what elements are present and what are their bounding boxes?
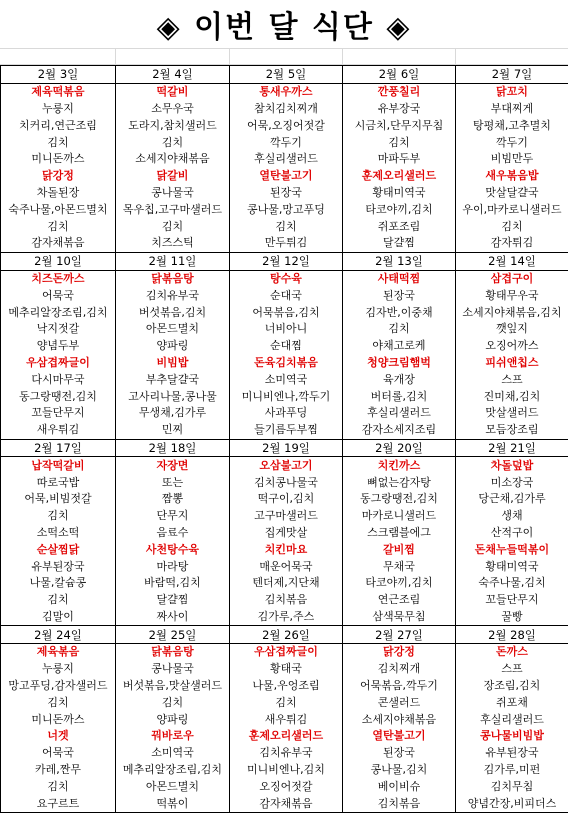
side-dish: 달걀찜: [116, 592, 230, 609]
side-dish: 또는: [116, 474, 230, 491]
side-dish: 삼색묵무침: [343, 609, 456, 626]
side-dish: 다시마무국: [1, 371, 116, 388]
main-dish: 돈육김치볶음: [230, 355, 343, 372]
side-dish-row: [1, 491, 568, 508]
date-cell: 2월 11일: [116, 252, 230, 270]
side-dish: 고사리나물,콩나물: [116, 388, 230, 405]
date-cell: 2월 12일: [230, 252, 343, 270]
side-dish: 맛살달걀국: [456, 185, 568, 202]
side-dish-row: [1, 778, 568, 795]
side-dish: 오징어까스: [456, 338, 568, 355]
main-dish: 훈제오리샐러드: [343, 168, 456, 185]
side-dish: 치커리,연근조림: [1, 117, 116, 134]
side-dish: 음료수: [116, 525, 230, 542]
side-dish: 따로국밥: [1, 474, 116, 491]
side-dish: 황태미역국: [456, 558, 568, 575]
side-dish-row: [1, 405, 568, 422]
side-dish: 메추리알장조림,김치: [116, 762, 230, 779]
side-dish: 어묵볶음,깍두기: [343, 678, 456, 695]
side-dish: 소떡소떡: [1, 525, 116, 542]
date-row: [1, 66, 568, 84]
side-dish: 김치: [116, 134, 230, 151]
side-dish-row: [1, 474, 568, 491]
main-dish-row: [1, 541, 568, 558]
main-dish: 열탄불고기: [230, 168, 343, 185]
side-dish: 목우칩,고구마샐러드: [116, 201, 230, 218]
main-dish: 치즈돈까스: [1, 270, 116, 287]
side-dish: 맛살샐러드: [456, 405, 568, 422]
side-dish: 김치: [343, 134, 456, 151]
side-dish: 김치: [116, 694, 230, 711]
side-dish: 꼬들단무지: [1, 405, 116, 422]
side-dish: 무생채,김가루: [116, 405, 230, 422]
date-cell: 2월 24일: [1, 626, 116, 644]
date-cell: 2월 21일: [456, 439, 568, 457]
side-dish-row: [1, 795, 568, 812]
side-dish: 김치: [116, 218, 230, 235]
main-dish: 삼겹구이: [456, 270, 568, 287]
date-row: [1, 252, 568, 270]
side-dish: 김치: [1, 218, 116, 235]
side-dish: 소무우국: [116, 101, 230, 118]
main-dish-row: [1, 168, 568, 185]
side-dish: 소미역국: [230, 371, 343, 388]
date-cell: 2월 4일: [116, 66, 230, 84]
date-cell: 2월 18일: [116, 439, 230, 457]
side-dish: 고구마샐러드: [230, 508, 343, 525]
side-dish: 김치유부국: [230, 745, 343, 762]
date-cell: 2월 10일: [1, 252, 116, 270]
date-cell: 2월 6일: [343, 66, 456, 84]
side-dish: 어묵국: [1, 287, 116, 304]
main-dish: 닭강정: [343, 644, 456, 661]
side-dish: 버섯볶음,맛살샐러드: [116, 678, 230, 695]
main-dish-row: [1, 355, 568, 372]
side-dish: 양념두부: [1, 338, 116, 355]
side-dish: 깻잎지: [456, 321, 568, 338]
side-dish-row: [1, 134, 568, 151]
side-dish: 연근조림: [343, 592, 456, 609]
side-dish: 아몬드멸치: [116, 778, 230, 795]
side-dish-row: [1, 388, 568, 405]
main-dish: 콩나물비빔밥: [456, 728, 568, 745]
side-dish: 떡구이,김치: [230, 491, 343, 508]
side-dish-row: [1, 592, 568, 609]
date-cell: 2월 20일: [343, 439, 456, 457]
side-dish: 스프: [456, 661, 568, 678]
side-dish: 만두튀김: [230, 235, 343, 252]
side-dish: 스크램블에그: [343, 525, 456, 542]
side-dish: 콩나물국: [116, 661, 230, 678]
side-dish-row: [1, 745, 568, 762]
date-cell: 2월 7일: [456, 66, 568, 84]
side-dish: 어묵,비빔젓갈: [1, 491, 116, 508]
side-dish-row: [1, 338, 568, 355]
side-dish: 동그랑땡전,김치: [1, 388, 116, 405]
side-dish-row: [1, 609, 568, 626]
main-dish: 납작떡갈비: [1, 457, 116, 474]
side-dish: 부대찌게: [456, 101, 568, 118]
date-cell: 2월 13일: [343, 252, 456, 270]
page-title: ◈ 이번 달 식단 ◈: [0, 0, 568, 48]
side-dish: 김가루,미펀: [456, 762, 568, 779]
side-dish: 소미역국: [116, 745, 230, 762]
main-dish-row: [1, 457, 568, 474]
side-dish-row: [1, 558, 568, 575]
side-dish-row: [1, 371, 568, 388]
side-dish: 미니돈까스: [1, 711, 116, 728]
side-dish: 매운어묵국: [230, 558, 343, 575]
side-dish: 미니비엔나,김치: [230, 762, 343, 779]
side-dish: 숙주나물,김치: [456, 575, 568, 592]
side-dish: 김가루,주스: [230, 609, 343, 626]
main-dish: 열탄불고기: [343, 728, 456, 745]
side-dish: 후실리샐러드: [230, 151, 343, 168]
main-dish: 닭볶음탕: [116, 270, 230, 287]
side-dish: 김치: [1, 508, 116, 525]
side-dish-row: [1, 201, 568, 218]
side-dish: 김치콩나물국: [230, 474, 343, 491]
side-dish: 김치볶음: [343, 795, 456, 812]
side-dish-row: [1, 151, 568, 168]
main-dish: 사천탕수육: [116, 541, 230, 558]
side-dish-row: [1, 321, 568, 338]
side-dish: 쥐포채: [456, 694, 568, 711]
side-dish: 콩나물,망고푸딩: [230, 201, 343, 218]
side-dish-row: [1, 525, 568, 542]
side-dish: 김치: [1, 592, 116, 609]
side-dish: 미니돈까스: [1, 151, 116, 168]
side-dish: 유부장국: [343, 101, 456, 118]
side-dish: 나물,우엉조림: [230, 678, 343, 695]
side-dish: 김치: [343, 321, 456, 338]
main-dish: 돈채누들떡볶이: [456, 541, 568, 558]
side-dish: 단무지: [116, 508, 230, 525]
side-dish: 달걀찜: [343, 235, 456, 252]
side-dish: 참치김치찌개: [230, 101, 343, 118]
side-dish: 감자채볶음: [230, 795, 343, 812]
side-dish: 너비아니: [230, 321, 343, 338]
side-dish: 김치: [1, 694, 116, 711]
side-dish-row: [1, 678, 568, 695]
side-dish: 텐더제,지단채: [230, 575, 343, 592]
main-dish: 비빔밥: [116, 355, 230, 372]
side-dish: 모듬장조림: [456, 422, 568, 439]
main-dish: 갈비찜: [343, 541, 456, 558]
side-dish: 김말이: [1, 609, 116, 626]
side-dish: 무채국: [343, 558, 456, 575]
main-dish: 제육떡볶음: [1, 83, 116, 100]
side-dish-row: [1, 304, 568, 321]
side-dish-row: [1, 218, 568, 235]
main-dish: 청양크림햄벅: [343, 355, 456, 372]
side-dish: 마카로니샐러드: [343, 508, 456, 525]
side-dish: 버터롤,김치: [343, 388, 456, 405]
side-dish: 된장국: [343, 745, 456, 762]
side-dish: 치즈스틱: [116, 235, 230, 252]
side-dish: 사과푸딩: [230, 405, 343, 422]
side-dish: 타코야끼,김치: [343, 575, 456, 592]
side-dish: 깍두기: [456, 134, 568, 151]
main-dish: 너겟: [1, 728, 116, 745]
side-dish: 떡볶이: [116, 795, 230, 812]
side-dish: 누룽지: [1, 101, 116, 118]
main-dish: 새우볶음밥: [456, 168, 568, 185]
side-dish-row: [1, 422, 568, 439]
side-dish: 시금치,단무지무침: [343, 117, 456, 134]
main-dish: 돈까스: [456, 644, 568, 661]
main-dish-row: [1, 83, 568, 100]
side-dish: 뼈없는감자탕: [343, 474, 456, 491]
date-cell: 2월 14일: [456, 252, 568, 270]
side-dish: 베이비슈: [343, 778, 456, 795]
side-dish: 들기름두부찜: [230, 422, 343, 439]
side-dish: 감자채볶음: [1, 235, 116, 252]
side-dish: 장조림,김치: [456, 678, 568, 695]
side-dish: 김치찌개: [343, 661, 456, 678]
meal-table: [0, 65, 568, 813]
side-dish: 어묵국: [1, 745, 116, 762]
side-dish: 소세지야채볶음: [343, 711, 456, 728]
side-dish: 미니비엔나,깍두기: [230, 388, 343, 405]
side-dish: 숙주나물,아몬드멸치: [1, 201, 116, 218]
main-dish: 닭강정: [1, 168, 116, 185]
side-dish: 망고푸딩,감자샐러드: [1, 678, 116, 695]
side-dish-row: [1, 101, 568, 118]
side-dish: 순대국: [230, 287, 343, 304]
main-dish: 치킨마요: [230, 541, 343, 558]
date-cell: 2월 25일: [116, 626, 230, 644]
side-dish: 소세지야채볶음: [116, 151, 230, 168]
side-dish-row: [1, 185, 568, 202]
side-dish: 산적구이: [456, 525, 568, 542]
side-dish: 우이,마카로니샐러드: [456, 201, 568, 218]
side-dish: 김치유부국: [116, 287, 230, 304]
side-dish: 김치: [1, 778, 116, 795]
date-cell: 2월 19일: [230, 439, 343, 457]
side-dish: 육개장: [343, 371, 456, 388]
side-dish: 누룽지: [1, 661, 116, 678]
side-dish-row: [1, 694, 568, 711]
main-dish: 떡갈비: [116, 83, 230, 100]
side-dish: 된장국: [230, 185, 343, 202]
side-dish: 된장국: [343, 287, 456, 304]
side-dish: 오징어젓갈: [230, 778, 343, 795]
main-dish: 깐풍칠리: [343, 83, 456, 100]
side-dish: 마라탕: [116, 558, 230, 575]
side-dish: 나물,칼슘콩: [1, 575, 116, 592]
main-dish: 자장면: [116, 457, 230, 474]
side-dish-row: [1, 711, 568, 728]
side-dish: 후실리샐러드: [456, 711, 568, 728]
date-cell: 2월 17일: [1, 439, 116, 457]
side-dish: 부추달걀국: [116, 371, 230, 388]
side-dish: 김치무침: [456, 778, 568, 795]
side-dish: 카레,짠무: [1, 762, 116, 779]
main-dish: 닭갈비: [116, 168, 230, 185]
side-dish: 짜사이: [116, 609, 230, 626]
side-dish: 진미채,김치: [456, 388, 568, 405]
side-dish: 어묵볶음,김치: [230, 304, 343, 321]
side-dish: 김자반,이중채: [343, 304, 456, 321]
side-dish: 쥐포조림: [343, 218, 456, 235]
side-dish: 마파두부: [343, 151, 456, 168]
side-dish: 콘샐러드: [343, 694, 456, 711]
side-dish: 버섯볶음,김치: [116, 304, 230, 321]
side-dish: 후실리샐러드: [343, 405, 456, 422]
side-dish: 양파링: [116, 711, 230, 728]
side-dish: 생채: [456, 508, 568, 525]
side-dish: 양파링: [116, 338, 230, 355]
date-cell: 2월 3일: [1, 66, 116, 84]
side-dish: 꼬들단무지: [456, 592, 568, 609]
side-dish: 비빔만두: [456, 151, 568, 168]
side-dish: 동그랑땡전,김치: [343, 491, 456, 508]
side-dish: 김치: [456, 218, 568, 235]
main-dish: 꿔바로우: [116, 728, 230, 745]
side-dish: 짬뽕: [116, 491, 230, 508]
main-dish: 닭꼬치: [456, 83, 568, 100]
side-dish: 집게맛살: [230, 525, 343, 542]
side-dish-row: [1, 575, 568, 592]
side-dish: 황태국: [230, 661, 343, 678]
main-dish: 탕수육: [230, 270, 343, 287]
side-dish: 유부된장국: [1, 558, 116, 575]
main-dish: 차돌덮밥: [456, 457, 568, 474]
side-dish: 순대찜: [230, 338, 343, 355]
side-dish-row: [1, 762, 568, 779]
side-dish: 김치: [230, 218, 343, 235]
side-dish: 새우튀김: [230, 711, 343, 728]
side-dish: 깍두기: [230, 134, 343, 151]
side-dish: 콩나물국: [116, 185, 230, 202]
main-dish-row: [1, 644, 568, 661]
date-row: [1, 626, 568, 644]
date-row: [1, 439, 568, 457]
main-dish: 우삼겹짜글이: [230, 644, 343, 661]
main-dish-row: [1, 728, 568, 745]
side-dish: 꿀빵: [456, 609, 568, 626]
side-dish-row: [1, 661, 568, 678]
main-dish: 훈제오리샐러드: [230, 728, 343, 745]
side-dish: 바람떡,김치: [116, 575, 230, 592]
main-dish: 사태떡찜: [343, 270, 456, 287]
main-dish: 닭볶음탕: [116, 644, 230, 661]
main-dish: 제육볶음: [1, 644, 116, 661]
side-dish: 민찌: [116, 422, 230, 439]
side-dish: 차돌된장: [1, 185, 116, 202]
side-dish: 요구르트: [1, 795, 116, 812]
main-dish: 우삼겹짜글이: [1, 355, 116, 372]
side-dish-row: [1, 508, 568, 525]
side-dish: 낙지젓갈: [1, 321, 116, 338]
side-dish: 타코야끼,김치: [343, 201, 456, 218]
side-dish-row: [1, 117, 568, 134]
date-cell: 2월 5일: [230, 66, 343, 84]
side-dish: 유부된장국: [456, 745, 568, 762]
side-dish: 감자소세지조림: [343, 422, 456, 439]
side-dish: 황태미역국: [343, 185, 456, 202]
side-dish: 콩나물,김치: [343, 762, 456, 779]
side-dish: 미소장국: [456, 474, 568, 491]
main-dish: 오삼불고기: [230, 457, 343, 474]
main-dish: 순살찜닭: [1, 541, 116, 558]
side-dish: 감자튀김: [456, 235, 568, 252]
side-dish: 김치: [230, 694, 343, 711]
main-dish-row: [1, 270, 568, 287]
side-dish: 메추리알장조림,김치: [1, 304, 116, 321]
side-dish: 소세지야채볶음,김치: [456, 304, 568, 321]
side-dish: 김치: [1, 134, 116, 151]
side-dish: 김치볶음: [230, 592, 343, 609]
side-dish: 탕평채,고추멸치: [456, 117, 568, 134]
main-dish: 피쉬앤칩스: [456, 355, 568, 372]
header-strip: [0, 48, 568, 65]
side-dish: 야채고로케: [343, 338, 456, 355]
side-dish: 양념간장,비피더스: [456, 795, 568, 812]
date-cell: 2월 28일: [456, 626, 568, 644]
date-cell: 2월 27일: [343, 626, 456, 644]
side-dish: 새우튀김: [1, 422, 116, 439]
side-dish: 어묵,오징어젓갈: [230, 117, 343, 134]
side-dish: 스프: [456, 371, 568, 388]
side-dish: 도라지,참치샐러드: [116, 117, 230, 134]
main-dish: 통새우까스: [230, 83, 343, 100]
side-dish: 당근채,김가루: [456, 491, 568, 508]
date-cell: 2월 26일: [230, 626, 343, 644]
side-dish: 아몬드멸치: [116, 321, 230, 338]
main-dish: 치킨까스: [343, 457, 456, 474]
side-dish-row: [1, 287, 568, 304]
side-dish: 황태무우국: [456, 287, 568, 304]
side-dish-row: [1, 235, 568, 252]
